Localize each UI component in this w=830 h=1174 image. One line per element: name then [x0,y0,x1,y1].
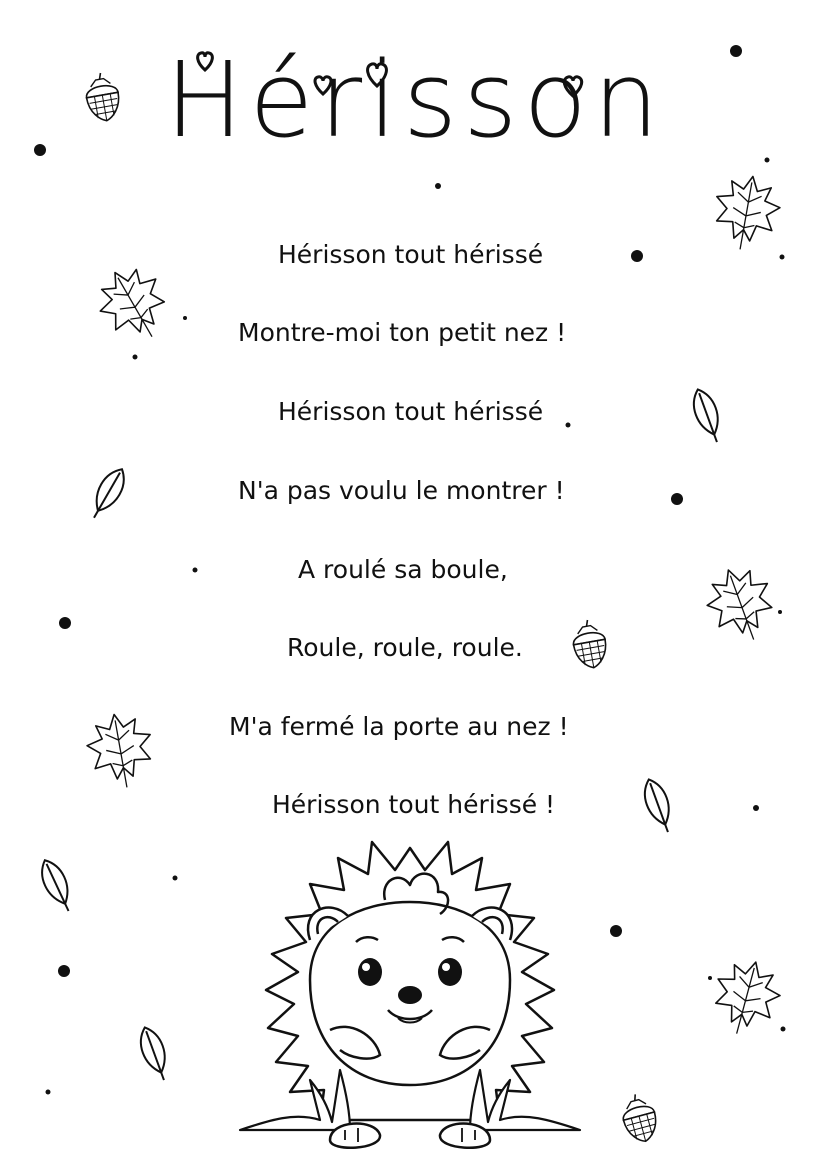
poem-line: Montre-moi ton petit nez ! [238,318,567,347]
page-title: Hérisson [165,39,665,161]
poem-line: N'a pas voulu le montrer ! [238,476,565,505]
poem-line: Hérisson tout hérissé [278,397,544,426]
hedgehog-icon [200,830,620,1170]
poem-line: Roule, roule, roule. [287,633,523,662]
poem-line: A roulé sa boule, [298,555,508,584]
poem-line: Hérisson tout hérissé ! [272,790,556,819]
poem-line: M'a fermé la porte au nez ! [229,712,569,741]
poem-line: Hérisson tout hérissé [278,240,544,269]
